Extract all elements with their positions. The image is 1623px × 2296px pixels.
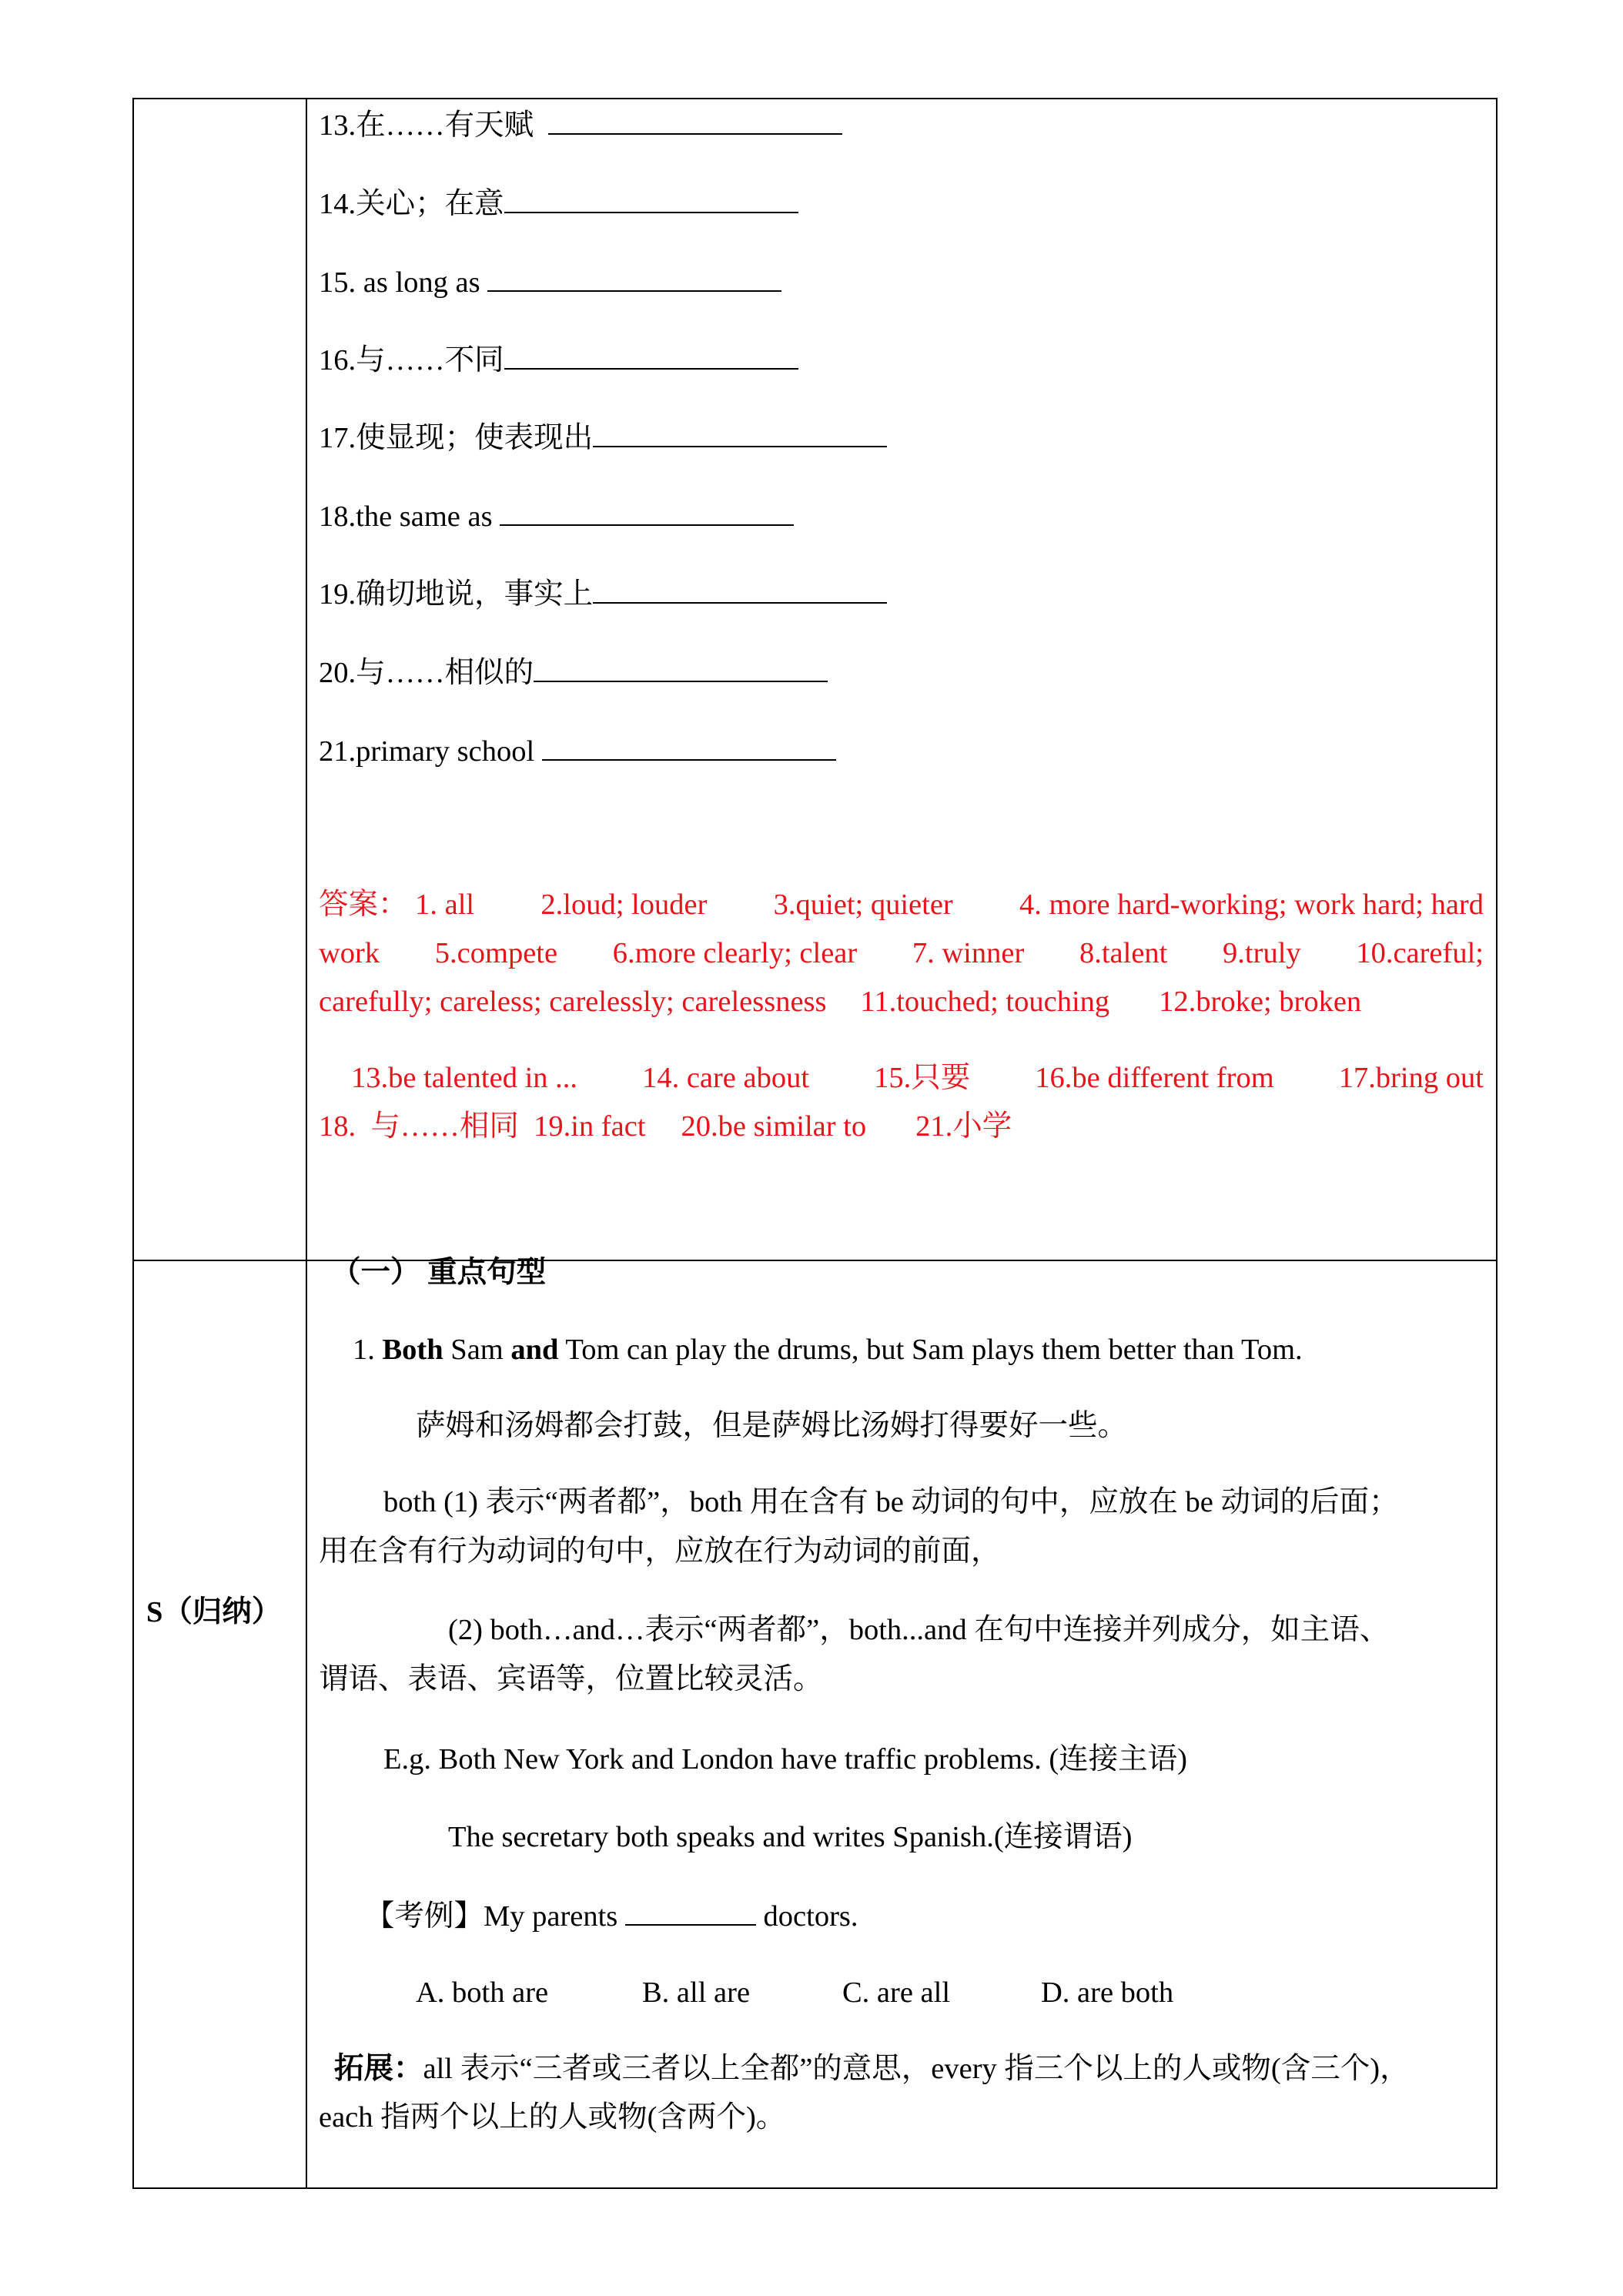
note-both-and-line1: (2) both…and…表示“两者都”，both...and 在句中连接并列成分，如主语、 <box>448 1614 1390 1646</box>
answer-text: 2.loud; louder <box>540 889 708 921</box>
answer-blank[interactable] <box>534 653 828 682</box>
answer-text: 6.more clearly; clear <box>612 937 858 969</box>
option-a[interactable]: A. both are <box>416 1976 549 2009</box>
vocab-item-19: 19.确切地说，事实上 <box>319 574 887 614</box>
answer-text: 12.broke; broken <box>1159 986 1362 1018</box>
vocab-item-13: 13.在……有天赋 <box>319 105 842 145</box>
answer-text: 与……相同 <box>370 1110 519 1143</box>
option-d[interactable]: D. are both <box>1041 1976 1174 2009</box>
answer-text: 3.quiet; quieter <box>773 889 953 921</box>
vocab-item-18: 18.the same as <box>319 497 794 536</box>
answer-text: 20.be similar to <box>681 1110 867 1143</box>
answer-line-2 <box>319 934 1484 972</box>
answer-blank[interactable] <box>548 105 842 135</box>
exam-text: 【考例】My parents <box>365 1900 618 1933</box>
section-label: S（归纳） <box>146 1596 282 1628</box>
answer-text: carefully; careless; carelessly; carelessness <box>319 986 827 1018</box>
keyword-and: and <box>510 1334 559 1366</box>
answer-text: work <box>319 937 380 969</box>
keyword-both: Both <box>382 1334 443 1366</box>
extension-label: 拓展： <box>334 2053 423 2085</box>
answer-text: 1. all <box>415 889 475 921</box>
answer-text: 8.talent <box>1079 937 1168 969</box>
answer-text: 16.be different from <box>1035 1062 1274 1094</box>
answer-blank[interactable] <box>593 418 887 447</box>
note-both-line2: 用在含有行为动词的句中，应放在行为动词的前面， <box>319 1535 1001 1568</box>
column-divider <box>306 99 307 2187</box>
answer-text: 17.bring out <box>1338 1062 1484 1094</box>
vocab-item-16: 16.与……不同 <box>319 340 798 380</box>
example-eg-2: The secretary both speaks and writes Spanish.(连接谓语) <box>448 1821 1133 1853</box>
note-both-and-line2: 谓语、表语、宾语等，位置比较灵活。 <box>319 1663 823 1695</box>
answer-blank[interactable] <box>542 731 836 761</box>
vocab-item-15: 15. as long as <box>319 263 781 302</box>
extension-text: all 表示“三者或三者以上全都”的意思，every 指三个以上的人或物(含三个)， <box>423 2053 1410 2085</box>
example-eg-1: E.g. Both New York and London have traffic problems. (连接主语) <box>383 1743 1187 1776</box>
example-sentence-1 <box>353 1330 1303 1369</box>
vocab-item-14: 14.关心；在意 <box>319 184 798 223</box>
answer-text: 4. more hard-working; work hard; hard <box>1019 889 1484 921</box>
answer-text: 9.truly <box>1223 937 1301 969</box>
answer-blank[interactable] <box>500 497 794 526</box>
exam-blank[interactable] <box>625 1896 756 1926</box>
answer-blank[interactable] <box>504 340 798 370</box>
answer-text: 19.in fact <box>534 1110 646 1143</box>
answer-text: 13.be talented in ... <box>351 1062 578 1094</box>
example-number: 1. <box>353 1334 375 1366</box>
option-b[interactable]: B. all are <box>642 1976 751 2009</box>
extension-line2: each 指两个以上的人或物(含两个)。 <box>319 2101 786 2134</box>
answer-text: 11.touched; touching <box>860 986 1110 1018</box>
answer-text: 18. <box>319 1110 356 1143</box>
answer-blank[interactable] <box>593 574 887 604</box>
note-both-line1: both (1) 表示“两者都”，both 用在含有 be 动词的句中，应放在 be 动词的后面； <box>383 1486 1399 1518</box>
answer-line-3 <box>319 982 1361 1021</box>
answer-line-5 <box>319 1107 1012 1146</box>
extension-line1 <box>334 2050 1410 2088</box>
answer-text: 21.小学 <box>915 1110 1012 1143</box>
vocab-item-17: 17.使显现；使表现出 <box>319 418 887 457</box>
exam-question <box>365 1896 858 1936</box>
answer-blank[interactable] <box>504 184 798 213</box>
answer-blank[interactable] <box>487 263 781 292</box>
exam-text: doctors. <box>763 1900 858 1933</box>
answer-label: 答案： <box>319 889 408 921</box>
sentence-text: Tom can play the drums, but Sam plays them better than Tom. <box>565 1334 1303 1366</box>
answer-text: 14. care about <box>642 1062 810 1094</box>
answer-text: 15.只要 <box>874 1062 971 1094</box>
section-heading: （一） 重点句型 <box>331 1257 547 1289</box>
answer-text: 5.compete <box>434 937 558 969</box>
vocab-item-20: 20.与……相似的 <box>319 653 828 692</box>
answer-line-4 <box>351 1059 1484 1097</box>
answer-text: 7. winner <box>912 937 1025 969</box>
vocab-item-21: 21.primary school <box>319 731 836 771</box>
answer-line-1 <box>319 885 1484 924</box>
answer-text: 10.careful; <box>1356 937 1484 969</box>
example-translation: 萨姆和汤姆都会打鼓，但是萨姆比汤姆打得要好一些。 <box>416 1410 1128 1442</box>
option-c[interactable]: C. are all <box>842 1976 951 2009</box>
sentence-text: Sam <box>450 1334 504 1366</box>
